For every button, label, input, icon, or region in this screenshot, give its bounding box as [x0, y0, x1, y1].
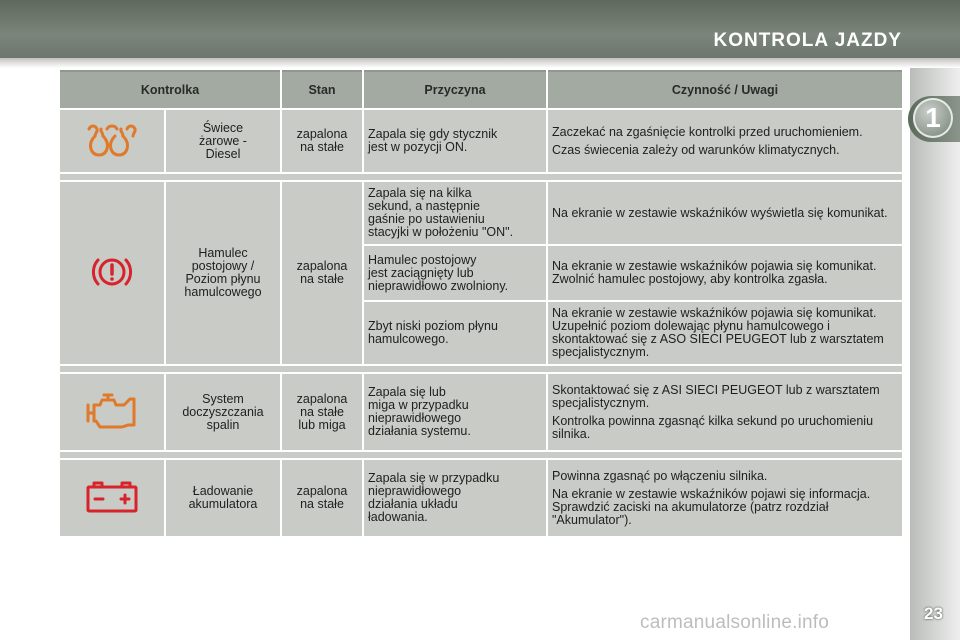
remark-text: Kontrolka powinna zgasnąć kilka sekund po uruchomieniu silnika.	[552, 413, 874, 441]
cause-cell: Zapala się lub miga w przypadku nieprawidłowego działania systemu.	[364, 374, 546, 450]
warning-light-cell	[60, 460, 164, 536]
cause-cell: Zbyt niski poziom płynu hamulcowego.	[364, 302, 546, 364]
watermark[interactable]: carmanualsonline.info	[640, 612, 830, 633]
warning-light-state: zapalona na stałe lub miga	[282, 374, 362, 450]
table-row	[60, 182, 902, 244]
warning-light-state: zapalona na stałe	[282, 110, 362, 172]
warning-light-state: zapalona na stałe	[282, 460, 362, 536]
cause-cell: Hamulec postojowy jest zaciągnięty lub nieprawidłowo zwolniony.	[364, 246, 546, 300]
column-header-kontrolka: Kontrolka	[60, 70, 280, 108]
page-number: 23	[924, 604, 943, 623]
warning-light-name: Ładowanie akumulatora	[166, 460, 280, 536]
row-separator-cell	[60, 366, 902, 372]
column-header-stan: Stan	[282, 70, 362, 108]
row-separator	[60, 174, 902, 180]
remark-text: Skontaktować się z ASI SIECI PEUGEOT lub z warsztatem specjalistycznym.	[552, 382, 880, 410]
warning-light-name: System doczyszczania spalin	[166, 374, 280, 450]
table-row	[60, 374, 902, 450]
engine-check-icon	[84, 391, 140, 434]
remarks-cell	[548, 246, 902, 300]
page-title: KONTROLA JAZDY	[713, 30, 902, 51]
row-separator	[60, 452, 902, 458]
table-header-row	[60, 70, 902, 108]
warning-light-cell	[60, 182, 164, 364]
cause-cell: Zapala się gdy stycznik jest w pozycji ON.	[364, 110, 546, 172]
warning-light-name: Hamulec postojowy / Poziom płynu hamulcowego	[166, 182, 280, 364]
header-shadow	[0, 58, 960, 68]
remark-text: Powinna zgasnąć po włączeniu silnika.	[552, 468, 768, 483]
remarks-cell	[548, 302, 902, 364]
remark-text: Czas świecenia zależy od warunków klimatycznych.	[552, 142, 840, 157]
row-separator-cell	[60, 452, 902, 458]
warning-light-name: Świece żarowe - Diesel	[166, 110, 280, 172]
warning-light-cell	[60, 374, 164, 450]
remarks-cell	[548, 110, 902, 172]
warning-light-cell	[60, 110, 164, 172]
remarks-cell	[548, 374, 902, 450]
table-body	[60, 110, 902, 536]
remarks-cell	[548, 460, 902, 536]
row-separator	[60, 366, 902, 372]
remark-text: Na ekranie w zestawie wskaźników pojawi się informacja. Sprawdzić zaciski na akumulatorze (patrz rozdział "Akumulator").	[552, 486, 871, 527]
column-header-czynnosc: Czynność / Uwagi	[548, 70, 902, 108]
glow-plug-icon	[86, 122, 138, 161]
brake-warning-icon	[90, 254, 134, 293]
remark-text: Na ekranie w zestawie wskaźników pojawia się komunikat. Zwolnić hamulec postojowy, aby kontrolka zgasła.	[552, 259, 877, 286]
cause-cell: Zapala się na kilka sekund, a następnie gaśnie po ustawieniu stacyjki w położeniu "ON".	[364, 182, 546, 244]
column-header-przyczyna: Przyczyna	[364, 70, 546, 108]
remark-text: Na ekranie w zestawie wskaźników wyświetla się komunikat.	[552, 205, 888, 220]
chapter-badge[interactable]: 1	[913, 98, 953, 138]
row-separator-cell	[60, 174, 902, 180]
remark-text: Zaczekać na zgaśnięcie kontrolki przed uruchomieniem.	[552, 124, 863, 139]
table-row	[60, 110, 902, 172]
remarks-cell	[548, 182, 902, 244]
battery-icon	[84, 479, 140, 518]
remark-text: Na ekranie w zestawie wskaźników pojawia się komunikat. Uzupełnić poziom dolewając płynu hamulcowego i skontaktować się z ASO SIECI PEUGEOT lub z warsztatem specjalistycznym.	[552, 306, 884, 359]
cause-cell: Zapala się w przypadku nieprawidłowego działania układu ładowania.	[364, 460, 546, 536]
table-row	[60, 460, 902, 536]
warning-light-state: zapalona na stałe	[282, 182, 362, 364]
warning-lights-table	[58, 68, 904, 538]
side-bar	[910, 68, 960, 640]
